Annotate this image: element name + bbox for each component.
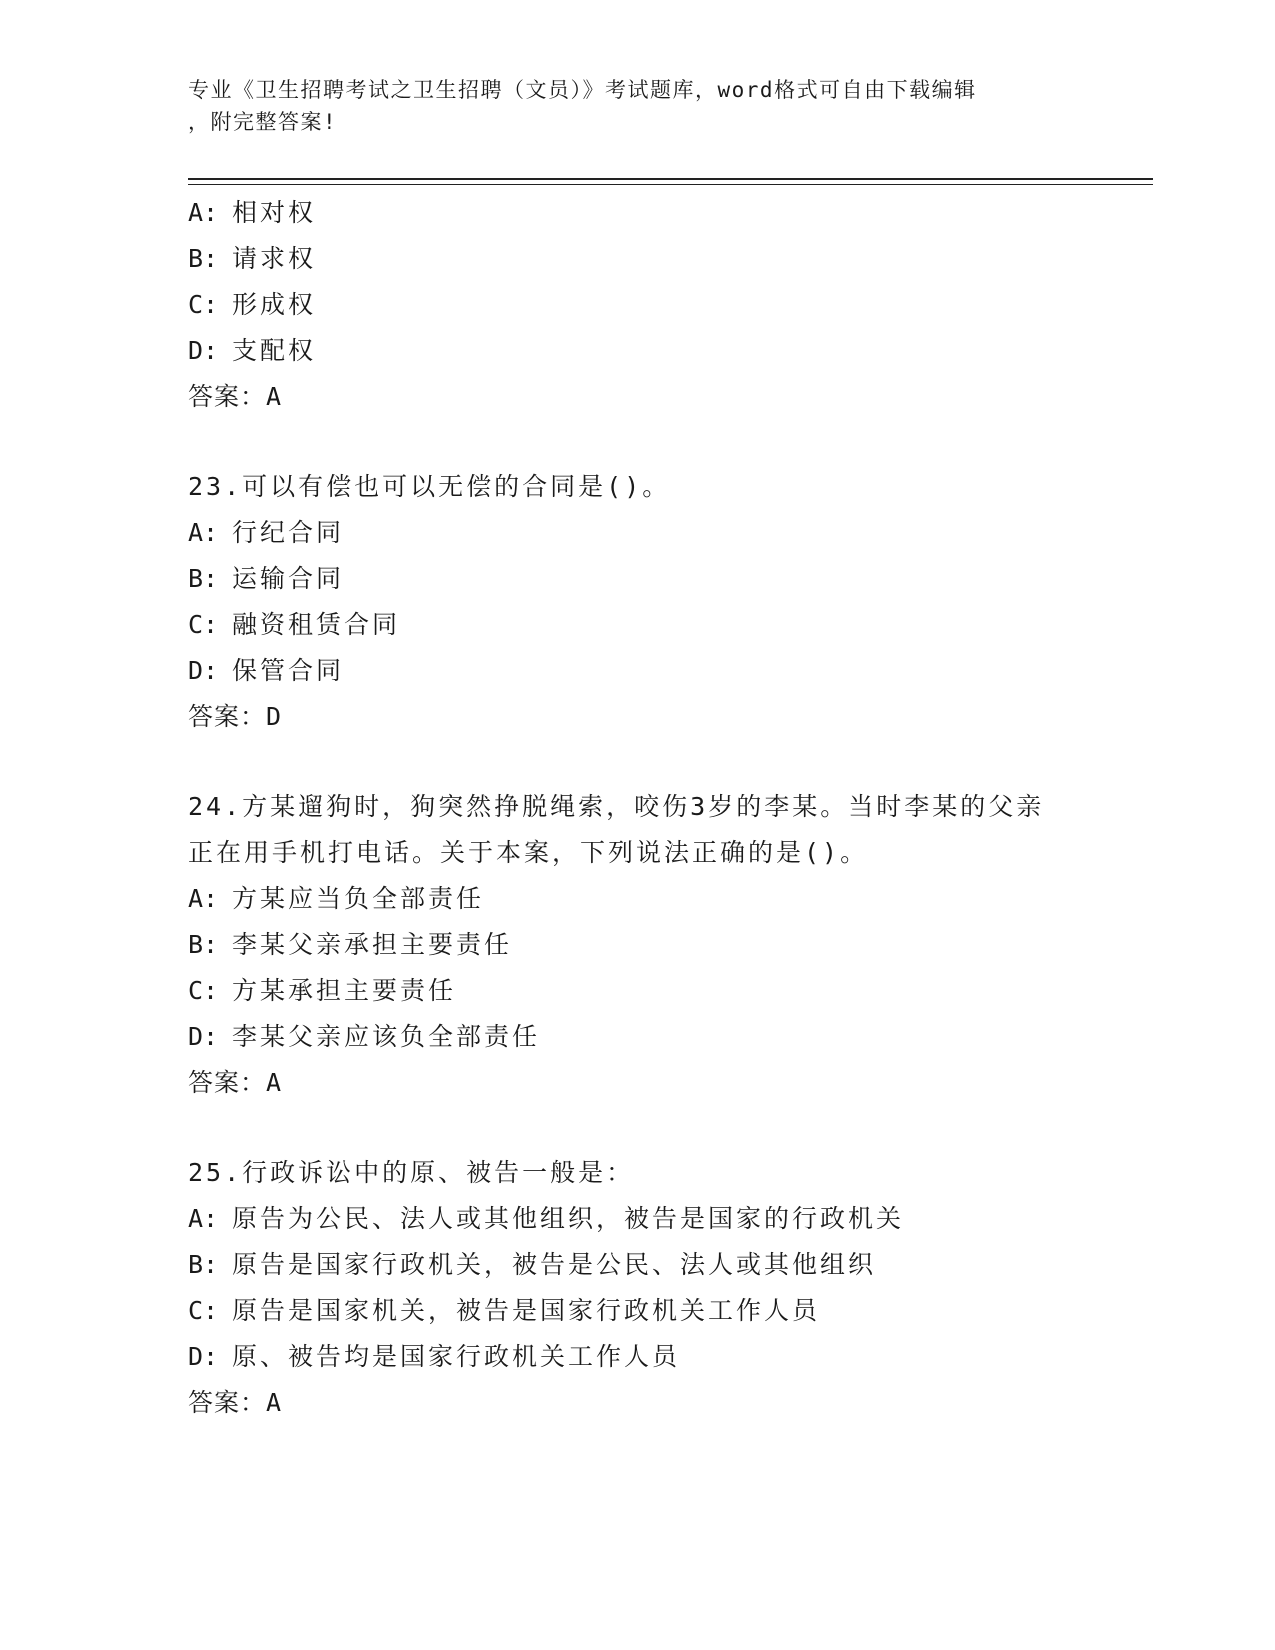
option-line (188, 190, 1148, 236)
option-text: 保管合同 (232, 656, 345, 685)
option-line (188, 602, 1148, 648)
option-line (188, 968, 1148, 1014)
option-letter: C: (188, 1296, 219, 1325)
answer-line (188, 1380, 1148, 1426)
answer-label: 答案： (188, 1068, 267, 1097)
option-line (188, 648, 1148, 694)
option-line (188, 922, 1148, 968)
option-letter: D: (188, 656, 219, 685)
question-list (188, 190, 1148, 1426)
option-letter: A: (188, 518, 219, 547)
question-23 (188, 464, 1148, 740)
option-text: 请求权 (232, 244, 317, 273)
option-letter: D: (188, 1342, 219, 1371)
option-text: 融资租赁合同 (232, 610, 401, 639)
question-stem-continued: 正在用手机打电话。关于本案，下列说法正确的是()。 (188, 838, 869, 867)
option-letter: D: (188, 336, 219, 365)
option-line (188, 1334, 1148, 1380)
option-letter: A: (188, 884, 219, 913)
option-line (188, 1288, 1148, 1334)
option-line (188, 328, 1148, 374)
option-line (188, 876, 1148, 922)
question-stem: 23.可以有偿也可以无偿的合同是()。 (188, 472, 671, 501)
option-text: 原、被告均是国家行政机关工作人员 (232, 1342, 681, 1371)
header-divider-thin (188, 184, 1153, 185)
option-letter: A: (188, 198, 219, 227)
option-text: 李某父亲承担主要责任 (232, 930, 513, 959)
header-line-1: 专业《卫生招聘考试之卫生招聘（文员）》考试题库，word格式可自由下载编辑 (188, 78, 977, 102)
option-letter: B: (188, 930, 219, 959)
answer-label: 答案： (188, 382, 267, 411)
option-text: 原告为公民、法人或其他组织，被告是国家的行政机关 (232, 1204, 905, 1233)
option-text: 运输合同 (232, 564, 345, 593)
option-text: 支配权 (232, 336, 317, 365)
option-letter: D: (188, 1022, 219, 1051)
option-letter: B: (188, 244, 219, 273)
option-text: 行纪合同 (232, 518, 345, 547)
option-line (188, 236, 1148, 282)
answer-value: A (266, 1388, 283, 1417)
option-line (188, 1014, 1148, 1060)
question-22-continued (188, 190, 1148, 420)
answer-label: 答案： (188, 702, 267, 731)
answer-line (188, 694, 1148, 740)
option-letter: B: (188, 564, 219, 593)
option-text: 原告是国家机关，被告是国家行政机关工作人员 (232, 1296, 821, 1325)
option-line (188, 1242, 1148, 1288)
answer-value: D (266, 702, 283, 731)
option-text: 相对权 (232, 198, 317, 227)
question-stem: 24.方某遛狗时，狗突然挣脱绳索，咬伤3岁的李某。当时李某的父亲 (188, 792, 1045, 821)
header-line-2: ，附完整答案! (188, 110, 338, 134)
option-letter: A: (188, 1204, 219, 1233)
question-25 (188, 1150, 1148, 1426)
answer-value: A (266, 1068, 283, 1097)
option-line (188, 282, 1148, 328)
option-text: 原告是国家行政机关，被告是公民、法人或其他组织 (232, 1250, 877, 1279)
option-text: 方某承担主要责任 (232, 976, 457, 1005)
option-line (188, 510, 1148, 556)
option-letter: C: (188, 290, 219, 319)
question-stem: 25.行政诉讼中的原、被告一般是： (188, 1158, 635, 1187)
answer-line (188, 1060, 1148, 1106)
option-line (188, 1196, 1148, 1242)
answer-line (188, 374, 1148, 420)
option-letter: B: (188, 1250, 219, 1279)
option-letter: C: (188, 610, 219, 639)
header-divider-thick (188, 178, 1153, 180)
option-line (188, 556, 1148, 602)
document-header (188, 74, 1068, 138)
option-letter: C: (188, 976, 219, 1005)
answer-label: 答案： (188, 1388, 267, 1417)
question-24 (188, 784, 1148, 1106)
answer-value: A (266, 382, 283, 411)
option-text: 李某父亲应该负全部责任 (232, 1022, 541, 1051)
option-text: 形成权 (232, 290, 317, 319)
option-text: 方某应当负全部责任 (232, 884, 485, 913)
